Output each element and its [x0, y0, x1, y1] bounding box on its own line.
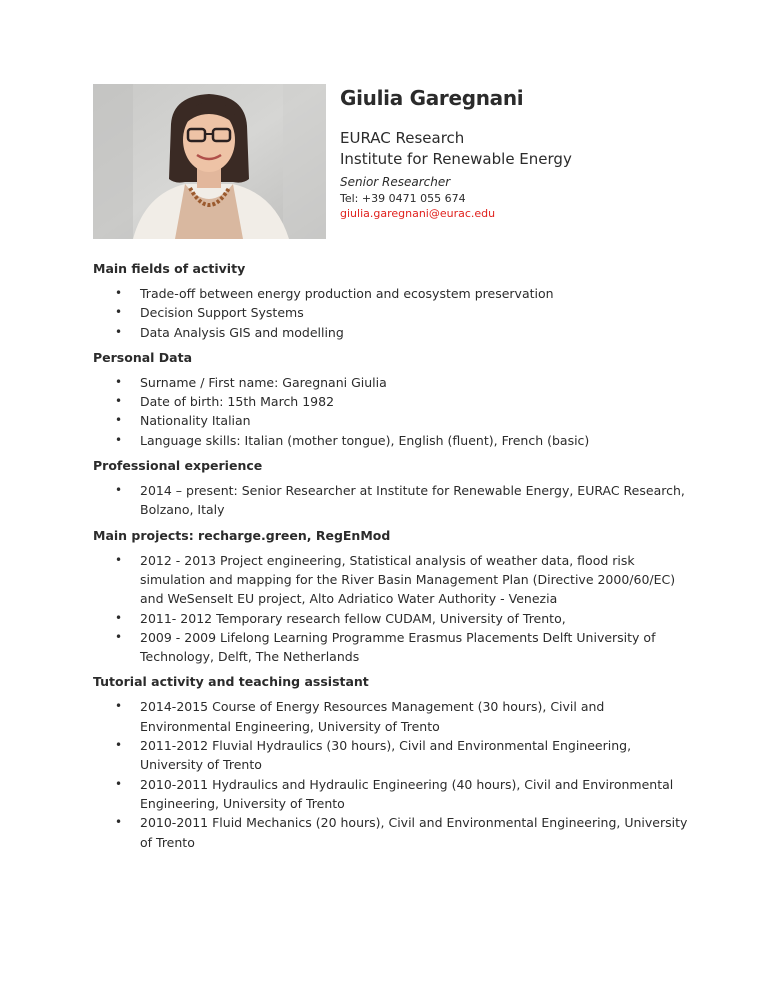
list-item: • 2011-2012 Fluvial Hydraulics (30 hours), Civil and Environmental Engineering, University of Trento [115, 738, 632, 773]
section-personal-data [93, 350, 693, 450]
telephone: Tel: +39 0471 055 674 [340, 192, 466, 205]
bullet-icon: • [115, 286, 123, 300]
bullet-icon: • [115, 324, 123, 339]
list-item: • Date of birth: 15th March 1982 [93, 392, 693, 411]
header-info [340, 86, 572, 220]
bullet-icon: • [115, 374, 123, 389]
section-main-fields [93, 261, 693, 342]
bullet-icon: • [115, 432, 123, 447]
section-title: Main fields of activity [93, 261, 246, 276]
section-title: Tutorial activity and teaching assistant [93, 674, 369, 690]
cv-content [93, 261, 693, 860]
bullet-icon: • [115, 483, 123, 498]
section-title: Professional experience [93, 458, 263, 474]
bullet-icon: • [115, 305, 123, 320]
list-item: • Language skills: Italian (mother tongue), English (fluent), French (basic) [93, 431, 693, 450]
list-item: • 2014-2015 Course of Energy Resources Management (30 hours), Civil and Environmental Engineering, University of Trento [115, 699, 605, 734]
profile-photo [93, 84, 326, 239]
bullet-list [93, 697, 693, 851]
section-title: Main projects: recharge.green, RegEnMod [93, 527, 391, 543]
list-item: • 2014 – present: Senior Researcher at Institute for Renewable Energy, EURAC Research, Bolzano, Italy [115, 483, 685, 518]
organization: EURAC Research [340, 129, 465, 147]
bullet-icon: • [115, 738, 123, 753]
bullet-list [93, 373, 693, 450]
bullet-icon: • [115, 552, 123, 567]
bullet-icon: • [115, 776, 123, 791]
list-item: • Data Analysis GIS and modelling [93, 323, 693, 342]
list-item: • Trade-off between energy production and ecosystem preservation [93, 284, 693, 303]
list-item: • 2009 - 2009 Lifelong Learning Programme Erasmus Placements Delft University of Technology, Delft, The Netherlands [115, 629, 656, 665]
bullet-icon: • [115, 394, 123, 409]
list-item: • Surname / First name: Garegnani Giulia [93, 373, 693, 392]
list-item: • 2010-2011 Fluid Mechanics (20 hours), Civil and Environmental Engineering, University of Trento [115, 815, 688, 850]
list-item: • 2011- 2012 Temporary research fellow CUDAM, University of Trento, [93, 609, 693, 628]
person-name: Giulia Garegnani [340, 86, 524, 110]
bullet-icon: • [115, 610, 123, 625]
section-title: Personal Data [93, 349, 193, 365]
bullet-icon: • [115, 413, 123, 428]
list-item: • Decision Support Systems [93, 303, 693, 322]
section-professional-experience [93, 458, 693, 520]
bullet-icon: • [115, 629, 123, 644]
list-item: • Nationality Italian [93, 411, 693, 430]
list-item: • 2010-2011 Hydraulics and Hydraulic Engineering (40 hours), Civil and Environmental Engineering, University of Trento [115, 776, 674, 811]
email-link[interactable]: giulia.garegnani@eurac.edu [340, 207, 496, 220]
bullet-list [93, 551, 693, 667]
list-item: • 2012 - 2013 Project engineering, Statistical analysis of weather data, flood risk simulation and mapping for the River Basin Management Plan (Directive 2000/60/EC) and WeSenseIt EU project, Alto Adriatico Water Authority - Venezia [115, 552, 676, 607]
bullet-list [93, 481, 693, 520]
bullet-icon: • [115, 815, 123, 830]
job-role: Senior Researcher [340, 175, 451, 189]
section-main-projects [93, 528, 693, 667]
section-teaching [93, 674, 693, 851]
bullet-list [93, 284, 693, 342]
bullet-icon: • [115, 699, 123, 714]
institute: Institute for Renewable Energy [340, 150, 572, 168]
